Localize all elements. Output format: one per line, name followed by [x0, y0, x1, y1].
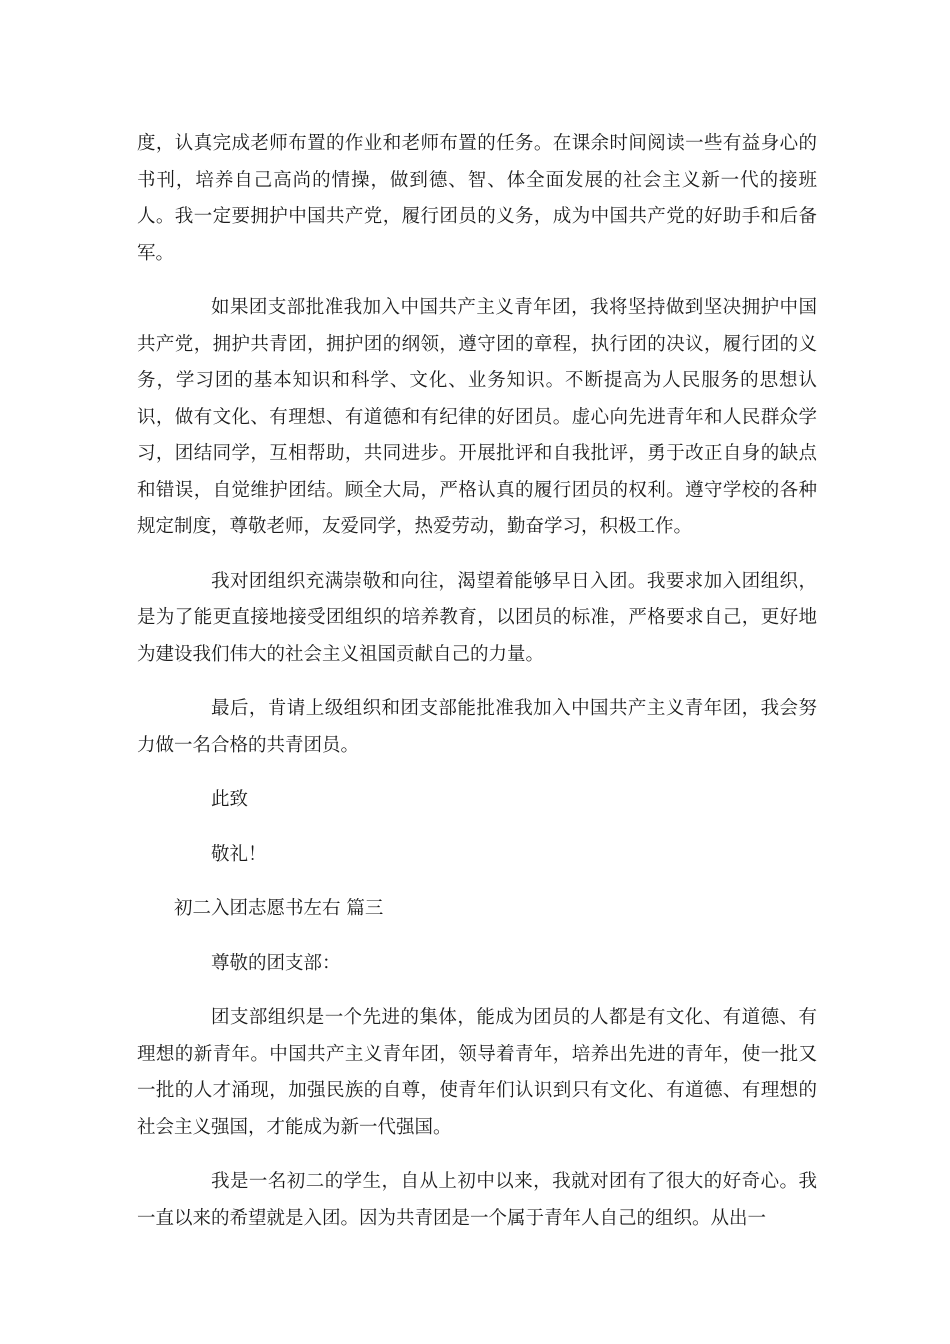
closing-salutation: 此致: [211, 789, 249, 810]
closing-regards: 敬礼！: [211, 843, 267, 865]
paragraph-pledge: 如果团支部批准我加入中国共产主义青年团，我将坚持做到坚决拥护中国共产党，拥护共青团，拥护团的纲领，遵守团的章程，执行团的决议，履行团的义务，学习团的基本知识和科学、文化、业务知识。不断提高为人民服务的思想认识，做有文化、有理想、有道德和有纪律的好团员。虚心向先进青年和人民群众学习，团结同学，互相帮助，共同进步。开展批评和自我批评，勇于改正自身的缺点和错误，自觉维护团结。顾全大局，严格认真的履行团员的权利。遵守学校的各种规定制度，尊敬老师，友爱同学，热爱劳动，勤奋学习，积极工作。: [137, 297, 817, 537]
paragraph-intro: 团支部组织是一个先进的集体，能成为团员的人都是有文化、有道德、有理想的新青年。中国共产主义青年团，领导着青年，培养出先进的青年，使一批又一批的人才涌现，加强民族的自尊，使青年们认识到只有文化、有道德、有理想的社会主义强国，才能成为新一代强国。: [137, 1007, 817, 1138]
paragraph-aspiration: 我对团组织充满崇敬和向往，渴望着能够早日入团。我要求加入团组织，是为了能更直接地接受团组织的培养教育，以团员的标准，严格要求自己，更好地为建设我们伟大的社会主义祖国贡献自己的力量。: [137, 570, 817, 665]
document-body: [137, 126, 817, 1255]
paragraph-request: 最后，肯请上级组织和团支部能批准我加入中国共产主义青年团，我会努力做一名合格的共青团员。: [137, 698, 817, 756]
section-heading: 初二入团志愿书左右 篇三: [174, 898, 384, 919]
letter-greeting: 尊敬的团支部：: [211, 952, 341, 974]
paragraph-student: 我是一名初二的学生，自从上初中以来，我就对团有了很大的好奇心。我一直以来的希望就是入团。因为共青团是一个属于青年人自己的组织。从出一: [137, 1171, 817, 1229]
paragraph-continuation: 度，认真完成老师布置的作业和老师布置的任务。在课余时间阅读一些有益身心的书刊，培养自己高尚的情操，做到德、智、体全面发展的社会主义新一代的接班人。我一定要拥护中国共产党，履行团员的义务，成为中国共产党的好助手和后备军。: [137, 133, 817, 264]
